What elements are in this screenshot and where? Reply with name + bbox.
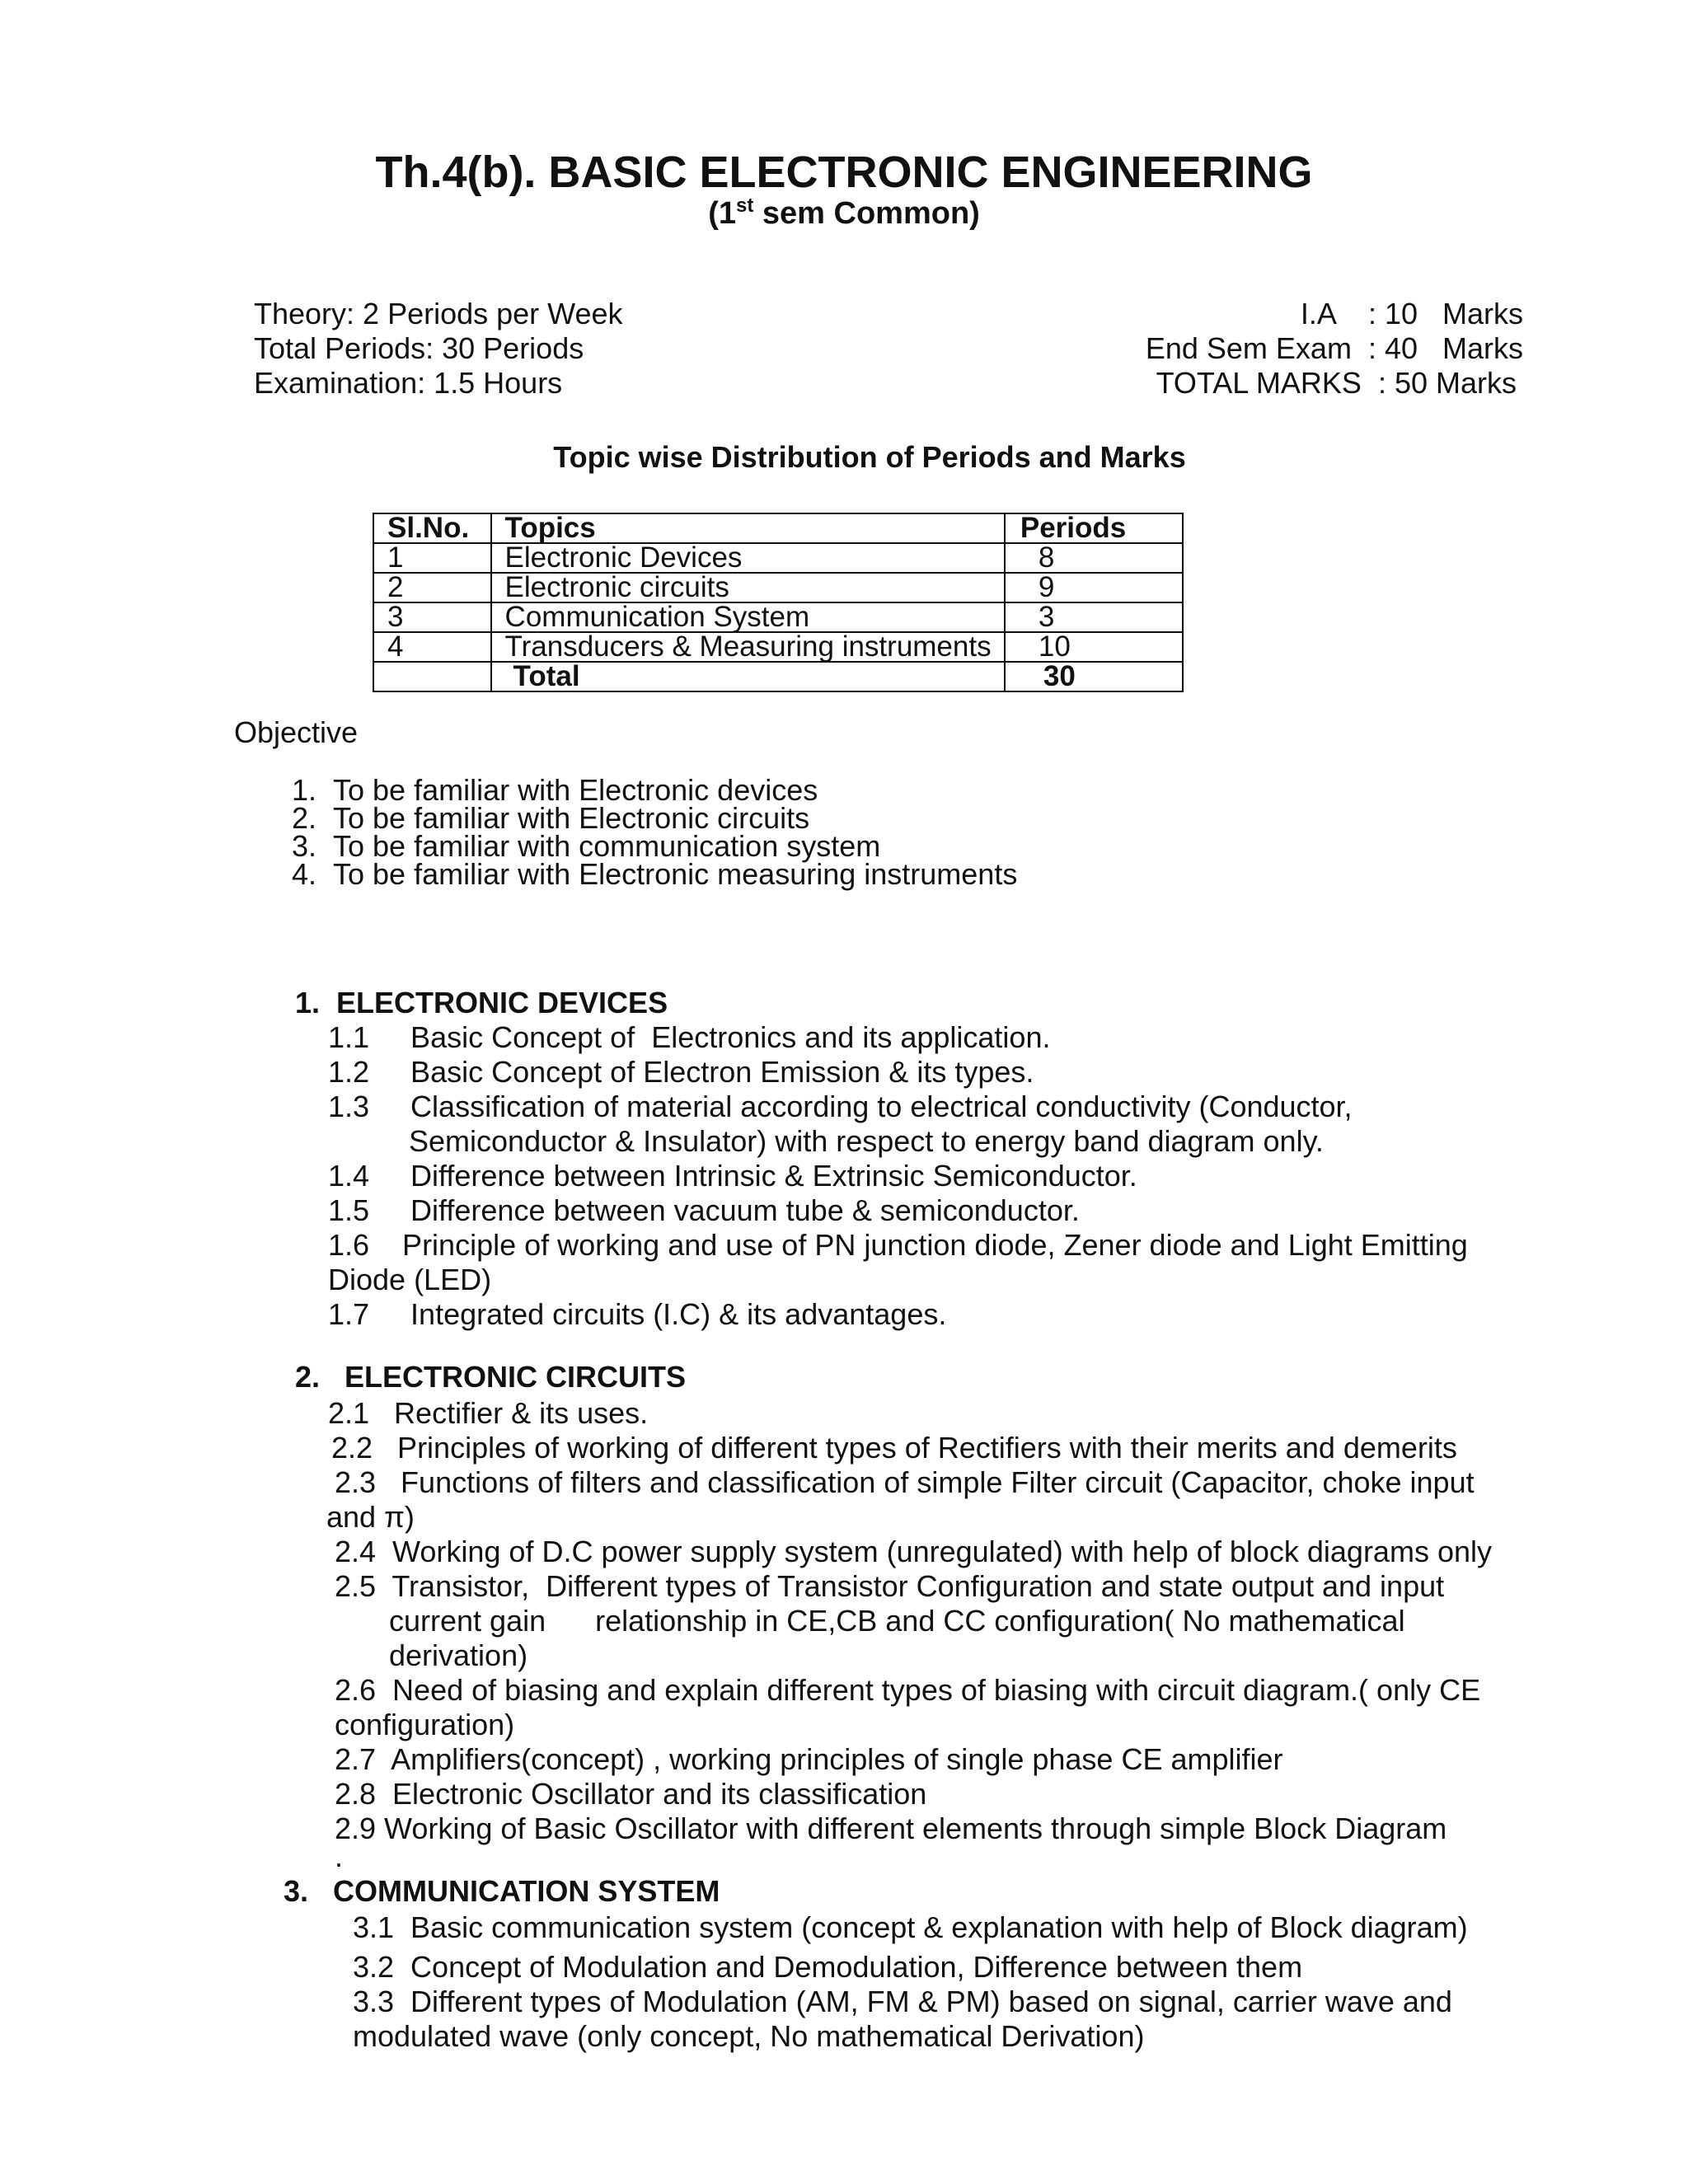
section-2-line: and π) (326, 1500, 415, 1534)
objective-number: 3. (291, 829, 316, 863)
section-3-line: 3.3 Different types of Modulation (AM, FM & PM) based on signal, carrier wave and (353, 1985, 1452, 2018)
section-2-line: 2.8 Electronic Oscillator and its classification (335, 1777, 927, 1811)
distribution-heading: Topic wise Distribution of Periods and Marks (553, 440, 1186, 474)
total-periods: Total Periods: 30 Periods (254, 331, 584, 365)
section-1-line: 1.1 Basic Concept of Electronics and its application. (328, 1020, 1051, 1054)
total-empty-cell (373, 662, 491, 691)
objective-label: Objective (234, 715, 359, 749)
list-item (284, 857, 1108, 891)
theory-periods: Theory: 2 Periods per Week (254, 297, 623, 330)
row-number: 2 (373, 573, 491, 602)
objective-text: To be familiar with Electronic measuring instruments (333, 857, 1018, 891)
row-periods: 3 (1005, 602, 1183, 632)
ia-marks: I.A : 10 Marks (1300, 297, 1523, 330)
row-number: 4 (373, 632, 491, 662)
section-2-line: 2.7 Amplifiers(concept) , working principles of single phase CE amplifier (335, 1742, 1283, 1776)
section-2-line: 2.1 Rectifier & its uses. (328, 1396, 649, 1430)
objective-number: 1. (291, 773, 316, 807)
row-topic: Electronic circuits (491, 573, 1005, 602)
section-1-line: Diode (LED) (328, 1263, 492, 1296)
distribution-table (373, 513, 1184, 692)
row-topic: Communication System (491, 602, 1005, 632)
section-1-line: Semiconductor & Insulator) with respect to energy band diagram only. (409, 1124, 1324, 1158)
section-2-heading: 2. ELECTRONIC CIRCUITS (295, 1360, 687, 1394)
subtitle-suffix: sem Common) (753, 196, 980, 231)
row-periods: 8 (1005, 543, 1183, 573)
total-value: 30 (1005, 662, 1183, 691)
table-row (373, 632, 1183, 662)
total-label: Total (491, 662, 1005, 691)
objective-text: To be familiar with Electronic devices (333, 773, 818, 807)
section-2-line: 2.4 Working of D.C power supply system (unregulated) with help of block diagrams only (335, 1535, 1492, 1568)
objective-text: To be familiar with communication system (333, 829, 881, 863)
table-header-row (373, 513, 1183, 543)
section-1-line: 1.4 Difference between Intrinsic & Extrinsic Semiconductor. (328, 1159, 1137, 1193)
end-sem-marks: End Sem Exam : 40 Marks (1145, 331, 1523, 365)
section-3-line: 3.1 Basic communication system (concept & explanation with help of Block diagram) (353, 1910, 1468, 1944)
section-2-line: . (335, 1840, 344, 1873)
column-header-slno: Sl.No. (373, 513, 491, 543)
subtitle-prefix: (1 (708, 196, 736, 231)
column-header-periods: Periods (1005, 513, 1183, 543)
section-2-line: configuration) (335, 1708, 515, 1741)
table-row (373, 602, 1183, 632)
section-1-heading: 1. ELECTRONIC DEVICES (295, 986, 668, 1019)
section-2-line: 2.5 Transistor, Different types of Transistor Configuration and state output and input (335, 1569, 1445, 1603)
row-periods: 10 (1005, 632, 1183, 662)
list-item (284, 801, 1108, 835)
list-item (284, 829, 1108, 863)
section-1-line: 1.6 Principle of working and use of PN junction diode, Zener diode and Light Emitting (328, 1228, 1468, 1262)
section-3-heading: 3. COMMUNICATION SYSTEM (284, 1874, 720, 1908)
section-3-line: 3.2 Concept of Modulation and Demodulation, Difference between them (353, 1950, 1303, 1984)
section-1-line: 1.2 Basic Concept of Electron Emission & its types. (328, 1055, 1034, 1089)
section-3-line: modulated wave (only concept, No mathematical Derivation) (353, 2019, 1145, 2053)
page-subtitle (0, 194, 1688, 232)
column-header-topics: Topics (491, 513, 1005, 543)
section-1-line: 1.5 Difference between vacuum tube & semiconductor. (328, 1193, 1080, 1227)
section-2-line: 2.6 Need of biasing and explain different types of biasing with circuit diagram.( only CE (335, 1673, 1481, 1707)
section-2-line: current gain relationship in CE,CB and CC configuration( No mathematical (389, 1604, 1405, 1638)
row-number: 3 (373, 602, 491, 632)
objective-number: 2. (291, 801, 316, 835)
page-title: Th.4(b). BASIC ELECTRONIC ENGINEERING (375, 148, 1313, 197)
table-total-row (373, 662, 1183, 691)
section-1-line: 1.7 Integrated circuits (I.C) & its advantages. (328, 1297, 947, 1331)
section-1-line: 1.3 Classification of material according to electrical conductivity (Conductor, (328, 1090, 1353, 1123)
row-number: 1 (373, 543, 491, 573)
section-2-line: 2.3 Functions of filters and classification of simple Filter circuit (Capacitor, choke input (335, 1465, 1475, 1499)
table-row (373, 543, 1183, 573)
total-marks: TOTAL MARKS : 50 Marks (1156, 366, 1517, 400)
row-topic: Electronic Devices (491, 543, 1005, 573)
examination-duration: Examination: 1.5 Hours (254, 366, 563, 400)
section-2-line: 2.9 Working of Basic Oscillator with different elements through simple Block Diagram (335, 1811, 1447, 1845)
table-row (373, 573, 1183, 602)
section-2-line: 2.2 Principles of working of different types of Rectifiers with their merits and demerits (331, 1431, 1457, 1465)
objective-text: To be familiar with Electronic circuits (333, 801, 810, 835)
subtitle-superscript: st (735, 194, 754, 217)
row-topic: Transducers & Measuring instruments (491, 632, 1005, 662)
section-2-line: derivation) (389, 1638, 528, 1672)
row-periods: 9 (1005, 573, 1183, 602)
list-item (284, 773, 1108, 807)
objective-number: 4. (291, 857, 316, 891)
